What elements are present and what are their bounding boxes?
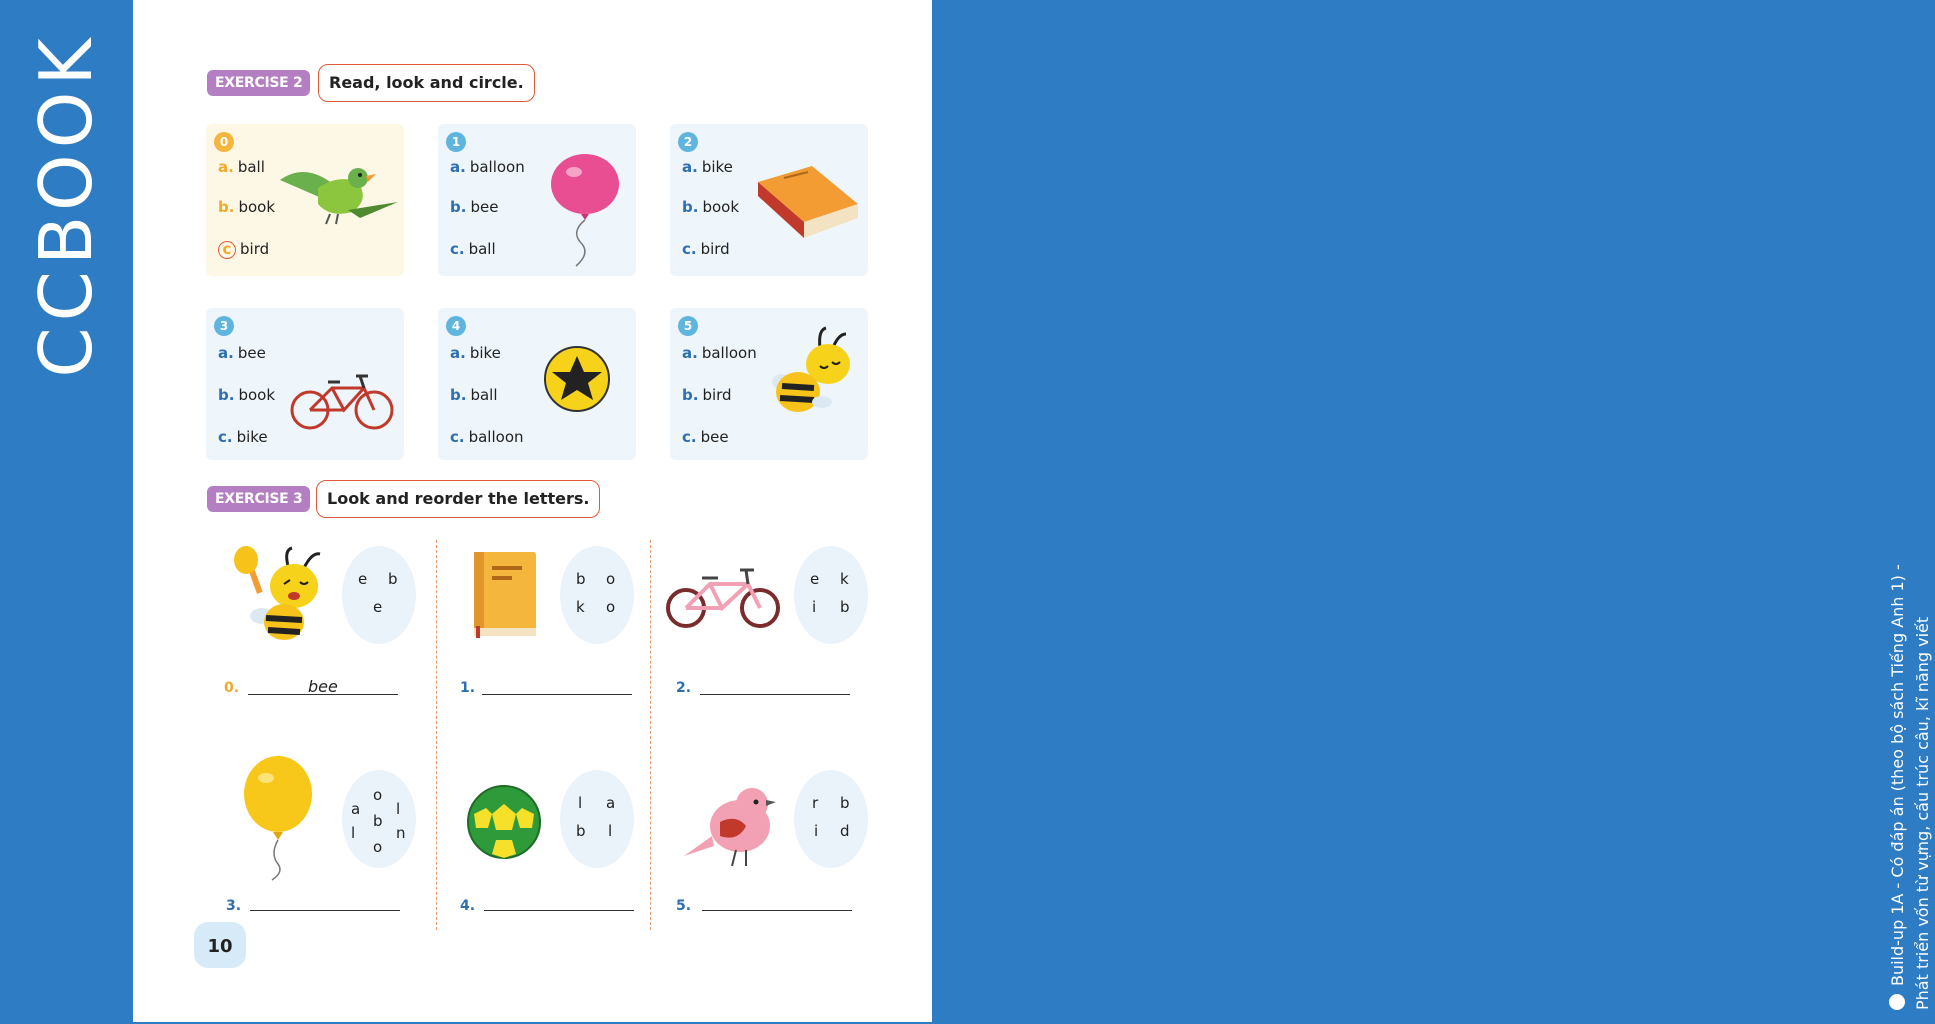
- option-c[interactable]: c. bike: [218, 428, 268, 446]
- option-b[interactable]: b. bee: [450, 198, 499, 216]
- book-icon: [470, 548, 542, 640]
- exercise2-badge: EXERCISE 2: [207, 70, 310, 96]
- right-caption-band: [932, 0, 1932, 1024]
- answer-number: 4.: [460, 898, 476, 914]
- book-icon: [754, 164, 862, 242]
- item-number-badge: 3: [214, 316, 234, 336]
- item-number-badge: 1: [446, 132, 466, 152]
- option-a[interactable]: a. bike: [450, 344, 501, 362]
- ball-icon: [542, 344, 612, 414]
- answer-number: 1.: [460, 680, 476, 696]
- option-b[interactable]: b. book: [218, 198, 275, 216]
- bike-icon: [664, 566, 784, 632]
- answer-line[interactable]: [484, 910, 634, 911]
- ex2-card-1: [438, 124, 636, 276]
- answer-number: 5.: [676, 898, 692, 914]
- column-divider: [436, 540, 437, 930]
- option-c[interactable]: c. bee: [682, 428, 729, 446]
- option-c[interactable]: c. ball: [450, 240, 496, 258]
- letter-bubble-1: b o k o: [560, 546, 634, 644]
- book-caption: Build-up 1A - Có đáp án (theo bộ sách Tiếng Anh 1) - Phát triển vốn từ vựng, cấu trúc câu, kĩ năng viết: [1888, 564, 1932, 1010]
- item-number-badge: 2: [678, 132, 698, 152]
- option-b[interactable]: b. bird: [682, 386, 732, 404]
- left-brand-band: [0, 0, 133, 1024]
- bullet-dot-icon: [1889, 994, 1905, 1010]
- letter-bubble-5: r b i d: [794, 770, 868, 868]
- answer-line[interactable]: [250, 910, 400, 911]
- answer-line[interactable]: [482, 694, 632, 695]
- option-b[interactable]: b. book: [682, 198, 739, 216]
- option-a[interactable]: a. bee: [218, 344, 266, 362]
- balloon-icon: [240, 756, 316, 882]
- letter-bubble-0: e b e: [342, 546, 416, 644]
- option-b[interactable]: b. ball: [450, 386, 498, 404]
- ex2-card-5: [670, 308, 868, 460]
- balloon-icon: [540, 152, 626, 270]
- exercise2-title: Read, look and circle.: [318, 64, 535, 102]
- item-number-badge: 0: [214, 132, 234, 152]
- bee-icon: [770, 326, 856, 426]
- option-c[interactable]: c. bird: [682, 240, 730, 258]
- option-b[interactable]: b. book: [218, 386, 275, 404]
- letter-bubble-3: o a l b l n o: [342, 770, 416, 868]
- item-number-badge: 4: [446, 316, 466, 336]
- bird-icon: [278, 160, 402, 226]
- option-a[interactable]: a. ball: [218, 158, 265, 176]
- ex2-card-4: [438, 308, 636, 460]
- answer-line[interactable]: [700, 694, 850, 695]
- answer-number: 0.: [224, 680, 240, 696]
- ex2-card-0: [206, 124, 404, 276]
- letter-bubble-2: e k i b: [794, 546, 868, 644]
- option-a[interactable]: a. balloon: [682, 344, 757, 362]
- option-c-circled[interactable]: c bird: [218, 240, 269, 259]
- bike-icon: [288, 370, 398, 434]
- answer-number: 3.: [226, 898, 242, 914]
- page-number: 10: [194, 922, 246, 968]
- letter-bubble-4: l a b l: [560, 770, 634, 868]
- bee-with-honey-icon: [232, 546, 328, 646]
- answer-number: 2.: [676, 680, 692, 696]
- circle-mark-icon: c: [218, 241, 236, 259]
- column-divider: [650, 540, 651, 930]
- option-a[interactable]: a. balloon: [450, 158, 525, 176]
- ball-icon: [464, 784, 544, 860]
- answer-filled: bee: [308, 677, 338, 696]
- item-number-badge: 5: [678, 316, 698, 336]
- exercise3-badge: EXERCISE 3: [207, 486, 310, 512]
- brand-logo: CCBOOK: [24, 32, 108, 378]
- bird-icon: [680, 780, 780, 872]
- ex2-card-3: [206, 308, 404, 460]
- option-a[interactable]: a. bike: [682, 158, 733, 176]
- ex2-card-2: [670, 124, 868, 276]
- answer-line[interactable]: [702, 910, 852, 911]
- exercise3-title: Look and reorder the letters.: [316, 480, 600, 518]
- option-c[interactable]: c. balloon: [450, 428, 524, 446]
